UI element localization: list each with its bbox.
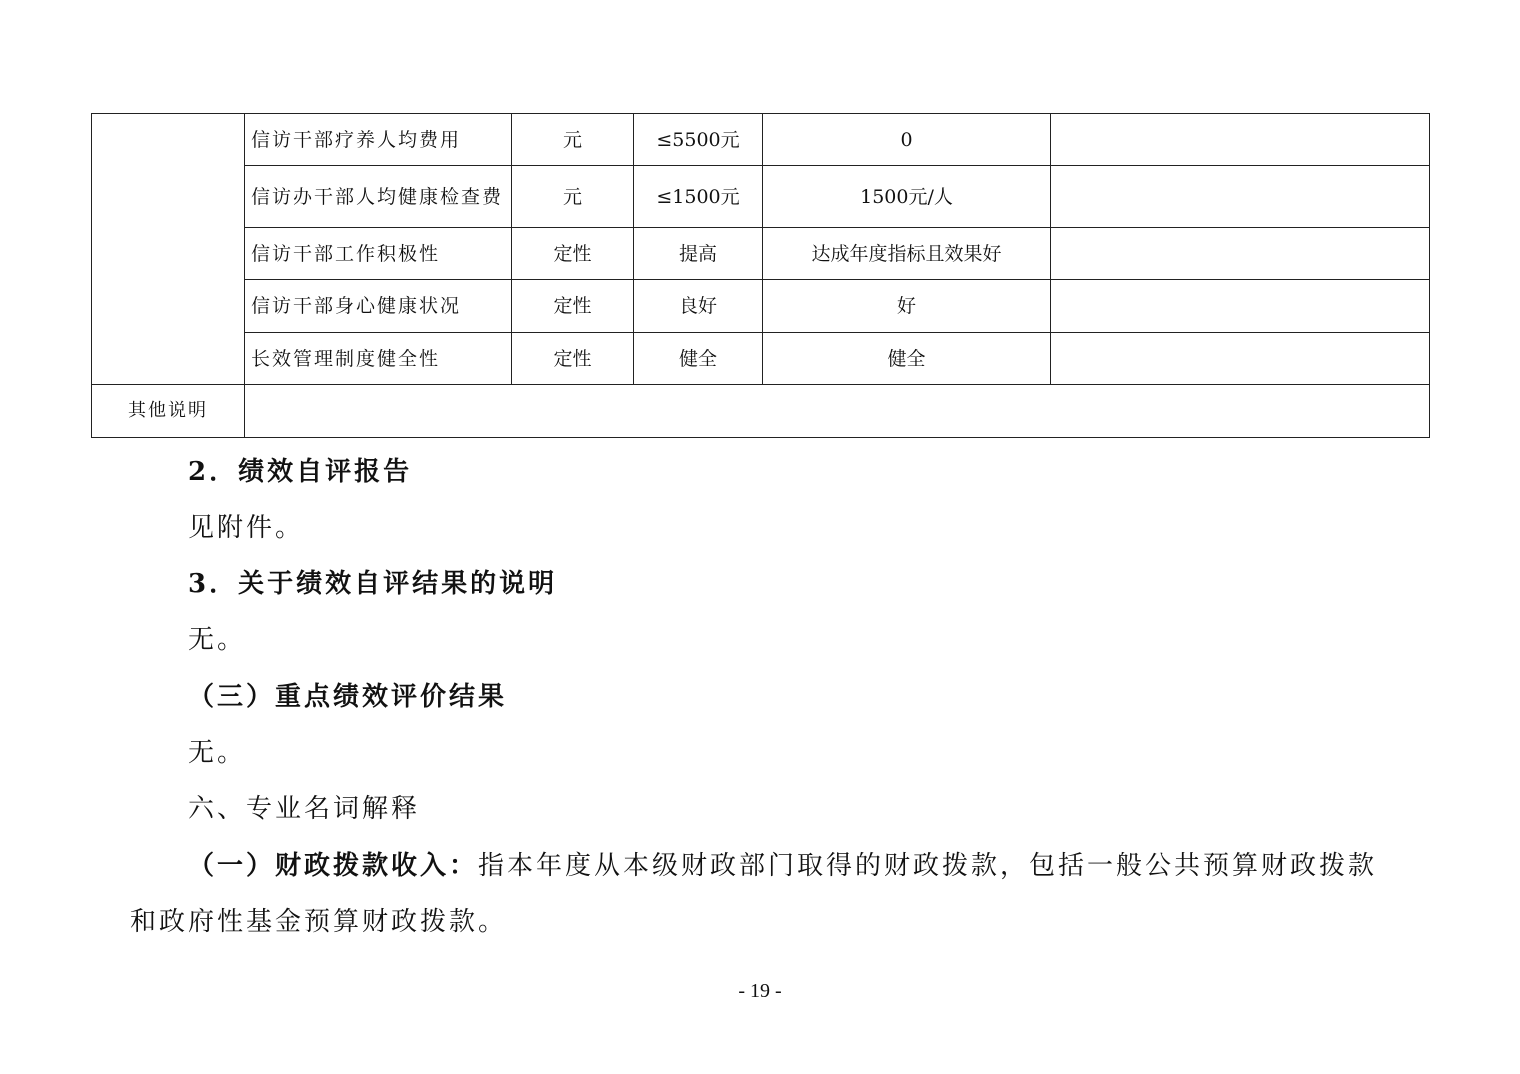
- indicator-note-cell: [1051, 333, 1430, 385]
- indicator-name-cell: 信访干部疗养人均费用: [245, 114, 512, 166]
- section-3-body: 无。: [188, 625, 247, 655]
- section-2-body: 见附件。: [188, 513, 305, 543]
- indicator-name-cell: 信访干部身心健康状况: [245, 280, 512, 333]
- indicator-unit-cell: 定性: [512, 333, 634, 385]
- other-notes-label: 其他说明: [92, 385, 245, 438]
- performance-indicator-table: [91, 113, 1430, 438]
- indicator-name-cell: 信访办干部人均健康检查费: [245, 166, 512, 228]
- table-row: [92, 333, 1430, 385]
- indicator-name-cell: 信访干部工作积极性: [245, 228, 512, 280]
- table-row-other: [92, 385, 1430, 438]
- indicator-unit-cell: 定性: [512, 228, 634, 280]
- indicator-note-cell: [1051, 228, 1430, 280]
- table-row: [92, 280, 1430, 333]
- indicator-note-cell: [1051, 114, 1430, 166]
- indicator-target-cell: 良好: [634, 280, 763, 333]
- indicator-target-cell: ≤1500元: [634, 166, 763, 228]
- section-three-heading: （三）重点绩效评价结果: [188, 682, 508, 712]
- indicator-actual-cell: 好: [763, 280, 1051, 333]
- indicator-unit-cell: 元: [512, 114, 634, 166]
- indicator-unit-cell: 定性: [512, 280, 634, 333]
- indicator-name-cell: 长效管理制度健全性: [245, 333, 512, 385]
- term-1-line-1: [188, 845, 1377, 882]
- table-row: [92, 114, 1430, 166]
- indicator-target-cell: 提高: [634, 228, 763, 280]
- section-3-heading: 3．关于绩效自评结果的说明: [188, 569, 558, 599]
- indicator-unit-cell: 元: [512, 166, 634, 228]
- table-row: [92, 166, 1430, 228]
- indicator-note-cell: [1051, 280, 1430, 333]
- table-row: [92, 228, 1430, 280]
- term-1-label: （一）财政拨款收入：: [188, 851, 479, 881]
- term-1-line-2: 和政府性基金预算财政拨款。: [130, 907, 508, 937]
- section-six-heading: 六、专业名词解释: [188, 794, 421, 824]
- indicator-note-cell: [1051, 166, 1430, 228]
- term-1-definition: 指本年度从本级财政部门取得的财政拨款，包括一般公共预算财政拨款: [478, 851, 1378, 881]
- indicator-target-cell: 健全: [634, 333, 763, 385]
- indicator-actual-cell: 达成年度指标且效果好: [763, 228, 1051, 280]
- other-notes-value: [245, 385, 1430, 438]
- indicator-actual-cell: 0: [763, 114, 1051, 166]
- section-three-body: 无。: [188, 738, 247, 768]
- indicator-actual-cell: 1500元/人: [763, 166, 1051, 228]
- section-2-heading: 2．绩效自评报告: [188, 457, 413, 487]
- indicator-target-cell: ≤5500元: [634, 114, 763, 166]
- indicator-category-cell: [92, 114, 245, 385]
- page-number: - 19 -: [738, 980, 782, 1002]
- indicator-actual-cell: 健全: [763, 333, 1051, 385]
